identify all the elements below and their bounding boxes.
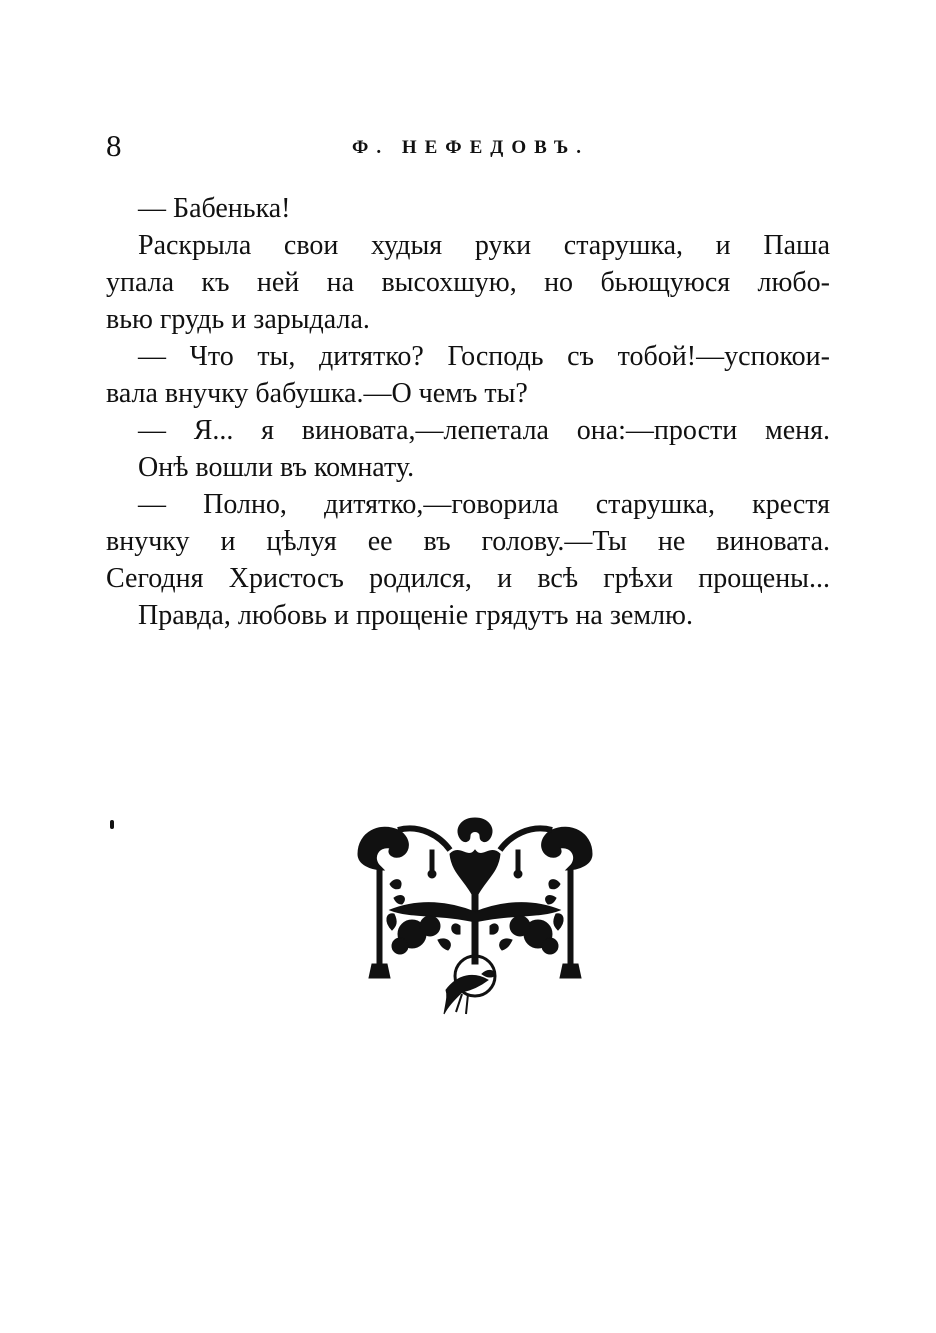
floral-vignette-ornament-icon bbox=[350, 814, 600, 1020]
text-line-8: Онѣ вошли въ комнату. bbox=[138, 452, 415, 483]
text-line-3: упала къ ней на высохшую, но бьющуюся любо- bbox=[106, 267, 830, 298]
page-number: 8 bbox=[106, 128, 122, 163]
text-line-10: внучку и цѣлуя ее въ голову.—Ты не виновата. bbox=[106, 526, 830, 557]
stray-ink-mark bbox=[110, 820, 114, 829]
text-line-5: — Что ты, дитятко? Господь съ тобой!—успокои- bbox=[138, 341, 830, 372]
text-line-4: вью грудь и зарыдала. bbox=[106, 304, 370, 335]
text-line-7: — Я... я виновата,—лепетала она:—прости меня. bbox=[138, 415, 830, 446]
running-head-title: Ф. НЕФЕДОВЪ. bbox=[352, 137, 590, 158]
body-text bbox=[106, 190, 830, 634]
text-line-1: — Бабенька! bbox=[138, 193, 291, 224]
text-line-6: вала внучку бабушка.—О чемъ ты? bbox=[106, 378, 528, 409]
text-line-2: Раскрыла свои худыя руки старушка, и Паша bbox=[138, 230, 830, 261]
text-line-11: Сегодня Христосъ родился, и всѣ грѣхи прощены... bbox=[106, 563, 830, 594]
text-line-12: Правда, любовь и прощеніе грядутъ на землю. bbox=[138, 600, 693, 631]
text-line-9: — Полно, дитятко,—говорила старушка, крестя bbox=[138, 489, 830, 520]
